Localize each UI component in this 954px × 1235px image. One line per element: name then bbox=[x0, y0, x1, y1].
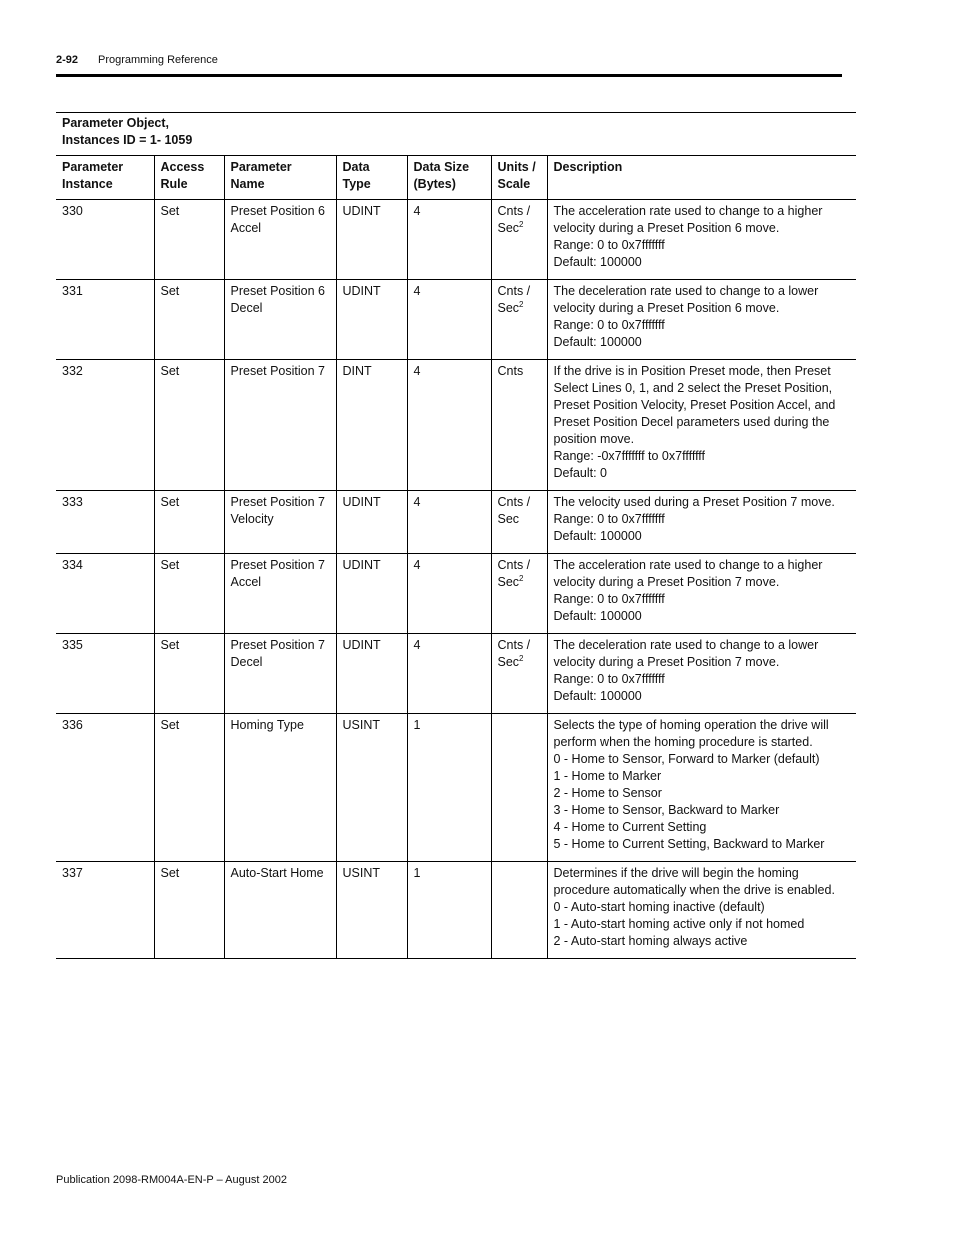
cell-instance: 336 bbox=[56, 714, 154, 862]
cell-access-rule: Set bbox=[154, 634, 224, 714]
cell-units-scale bbox=[491, 200, 547, 280]
cell-instance: 334 bbox=[56, 554, 154, 634]
column-header bbox=[407, 156, 491, 200]
description-line: 2 - Auto-start homing always active bbox=[553, 934, 748, 948]
column-header-line: Instance bbox=[62, 177, 113, 191]
table-row bbox=[56, 491, 856, 554]
cell-data-size: 4 bbox=[407, 554, 491, 634]
table-row bbox=[56, 862, 856, 959]
units-text: Cnts / Sec bbox=[497, 558, 531, 589]
description-line: Selects the type of homing operation the drive will perform when the homing procedure is started. bbox=[553, 718, 829, 749]
page-header bbox=[56, 52, 842, 74]
cell-access-rule: Set bbox=[154, 554, 224, 634]
description-line: 3 - Home to Sensor, Backward to Marker bbox=[553, 803, 780, 817]
description-line: The acceleration rate used to change to a higher velocity during a Preset Position 6 move. bbox=[553, 204, 823, 235]
cell-data-type: USINT bbox=[336, 862, 407, 959]
cell-instance: 330 bbox=[56, 200, 154, 280]
cell-units-scale bbox=[491, 360, 547, 491]
cell-data-size: 4 bbox=[407, 360, 491, 491]
cell-data-size: 4 bbox=[407, 280, 491, 360]
description-line: 1 - Home to Marker bbox=[553, 769, 662, 783]
cell-parameter-name: Preset Position 7 Decel bbox=[224, 634, 336, 714]
description-line: Default: 100000 bbox=[553, 689, 642, 703]
column-header bbox=[154, 156, 224, 200]
column-header-row bbox=[56, 156, 856, 200]
units-text: Cnts / Sec bbox=[497, 638, 531, 669]
section-title: Programming Reference bbox=[98, 54, 218, 66]
cell-data-type: UDINT bbox=[336, 554, 407, 634]
column-header bbox=[547, 156, 856, 200]
cell-access-rule: Set bbox=[154, 280, 224, 360]
units-text: Cnts / Sec bbox=[497, 284, 531, 315]
units-exponent: 2 bbox=[519, 220, 524, 229]
page-number: 2-92 bbox=[56, 54, 79, 66]
table-row bbox=[56, 280, 856, 360]
parameter-object-table bbox=[56, 112, 856, 959]
table-caption-line: Parameter Object, bbox=[62, 116, 169, 130]
description-line: Range: 0 to 0x7fffffff bbox=[553, 592, 665, 606]
cell-data-type: UDINT bbox=[336, 634, 407, 714]
cell-parameter-name: Preset Position 7 Accel bbox=[224, 554, 336, 634]
column-header-line: Parameter bbox=[230, 160, 292, 174]
cell-access-rule: Set bbox=[154, 200, 224, 280]
description-line: Range: 0 to 0x7fffffff bbox=[553, 238, 665, 252]
description-line: Range: 0 to 0x7fffffff bbox=[553, 512, 665, 526]
cell-units-scale bbox=[491, 714, 547, 862]
table-caption bbox=[56, 113, 856, 156]
cell-instance: 333 bbox=[56, 491, 154, 554]
cell-units-scale bbox=[491, 862, 547, 959]
cell-parameter-name: Preset Position 6 Accel bbox=[224, 200, 336, 280]
cell-instance: 337 bbox=[56, 862, 154, 959]
cell-instance: 332 bbox=[56, 360, 154, 491]
cell-data-size: 1 bbox=[407, 862, 491, 959]
column-header-line: (Bytes) bbox=[413, 177, 456, 191]
description-line: 0 - Home to Sensor, Forward to Marker (default) bbox=[553, 752, 820, 766]
description-line: Default: 100000 bbox=[553, 529, 642, 543]
description-line: Default: 0 bbox=[553, 466, 608, 480]
cell-units-scale bbox=[491, 634, 547, 714]
cell-units-scale bbox=[491, 491, 547, 554]
cell-data-type: USINT bbox=[336, 714, 407, 862]
description-line: The deceleration rate used to change to a lower velocity during a Preset Position 6 move. bbox=[553, 284, 819, 315]
units-exponent: 2 bbox=[519, 654, 524, 663]
description-line: The deceleration rate used to change to a lower velocity during a Preset Position 7 move. bbox=[553, 638, 819, 669]
description-line: 5 - Home to Current Setting, Backward to Marker bbox=[553, 837, 825, 851]
table-body bbox=[56, 200, 856, 959]
header-rule bbox=[56, 74, 842, 77]
column-header-line: Access bbox=[160, 160, 205, 174]
column-header-line: Rule bbox=[160, 177, 188, 191]
description-line: Default: 100000 bbox=[553, 255, 642, 269]
cell-data-size: 4 bbox=[407, 634, 491, 714]
cell-description bbox=[547, 360, 856, 491]
cell-description bbox=[547, 714, 856, 862]
page-footer: Publication 2098-RM004A-EN-P – August 2002 bbox=[56, 1174, 287, 1186]
table-row bbox=[56, 200, 856, 280]
description-line: Determines if the drive will begin the homing procedure automatically when the drive is enabled. bbox=[553, 866, 835, 897]
cell-data-type: UDINT bbox=[336, 280, 407, 360]
cell-description bbox=[547, 634, 856, 714]
description-line: 0 - Auto-start homing inactive (default) bbox=[553, 900, 765, 914]
cell-data-type: DINT bbox=[336, 360, 407, 491]
description-line: Range: 0 to 0x7fffffff bbox=[553, 318, 665, 332]
cell-units-scale bbox=[491, 280, 547, 360]
column-header-line: Data Size bbox=[413, 160, 470, 174]
column-header-line: Parameter bbox=[62, 160, 124, 174]
cell-parameter-name: Homing Type bbox=[224, 714, 336, 862]
cell-parameter-name: Auto-Start Home bbox=[224, 862, 336, 959]
cell-description bbox=[547, 862, 856, 959]
column-header bbox=[56, 156, 154, 200]
cell-access-rule: Set bbox=[154, 360, 224, 491]
cell-description bbox=[547, 554, 856, 634]
table-row bbox=[56, 634, 856, 714]
cell-parameter-name: Preset Position 7 bbox=[224, 360, 336, 491]
cell-data-size: 1 bbox=[407, 714, 491, 862]
column-header-line: Data bbox=[342, 160, 370, 174]
description-line: The acceleration rate used to change to a higher velocity during a Preset Position 7 move. bbox=[553, 558, 823, 589]
cell-parameter-name: Preset Position 7 Velocity bbox=[224, 491, 336, 554]
column-header-line: Units / bbox=[497, 160, 536, 174]
units-text: Cnts bbox=[497, 364, 524, 378]
units-exponent: 2 bbox=[519, 574, 524, 583]
cell-data-type: UDINT bbox=[336, 491, 407, 554]
description-line: 1 - Auto-start homing active only if not homed bbox=[553, 917, 805, 931]
description-line: Default: 100000 bbox=[553, 335, 642, 349]
units-text: Cnts / Sec bbox=[497, 204, 531, 235]
cell-access-rule: Set bbox=[154, 862, 224, 959]
table-row bbox=[56, 714, 856, 862]
cell-data-type: UDINT bbox=[336, 200, 407, 280]
cell-description bbox=[547, 491, 856, 554]
column-header-line: Name bbox=[230, 177, 265, 191]
units-text: Cnts / Sec bbox=[497, 495, 531, 526]
description-line: 4 - Home to Current Setting bbox=[553, 820, 707, 834]
column-header-line: Description bbox=[553, 160, 623, 174]
cell-instance: 331 bbox=[56, 280, 154, 360]
cell-units-scale bbox=[491, 554, 547, 634]
table-row bbox=[56, 360, 856, 491]
column-header bbox=[224, 156, 336, 200]
column-header-line: Type bbox=[342, 177, 371, 191]
description-line: Default: 100000 bbox=[553, 609, 642, 623]
table-caption-line: Instances ID = 1- 1059 bbox=[62, 133, 193, 147]
cell-data-size: 4 bbox=[407, 491, 491, 554]
description-line: Range: -0x7fffffff to 0x7fffffff bbox=[553, 449, 706, 463]
cell-access-rule: Set bbox=[154, 714, 224, 862]
description-line: 2 - Home to Sensor bbox=[553, 786, 662, 800]
units-exponent: 2 bbox=[519, 300, 524, 309]
description-line: Range: 0 to 0x7fffffff bbox=[553, 672, 665, 686]
table-row bbox=[56, 554, 856, 634]
column-header-line: Scale bbox=[497, 177, 531, 191]
column-header bbox=[491, 156, 547, 200]
cell-description bbox=[547, 280, 856, 360]
cell-description bbox=[547, 200, 856, 280]
cell-parameter-name: Preset Position 6 Decel bbox=[224, 280, 336, 360]
cell-access-rule: Set bbox=[154, 491, 224, 554]
description-line: The velocity used during a Preset Position 7 move. bbox=[553, 495, 835, 509]
cell-data-size: 4 bbox=[407, 200, 491, 280]
description-line: If the drive is in Position Preset mode, then Preset Select Lines 0, 1, and 2 select the Preset Position, Preset Position Velocity, Preset Position Accel, and Preset Position Decel parameters used during the position move. bbox=[553, 364, 836, 446]
cell-instance: 335 bbox=[56, 634, 154, 714]
column-header bbox=[336, 156, 407, 200]
